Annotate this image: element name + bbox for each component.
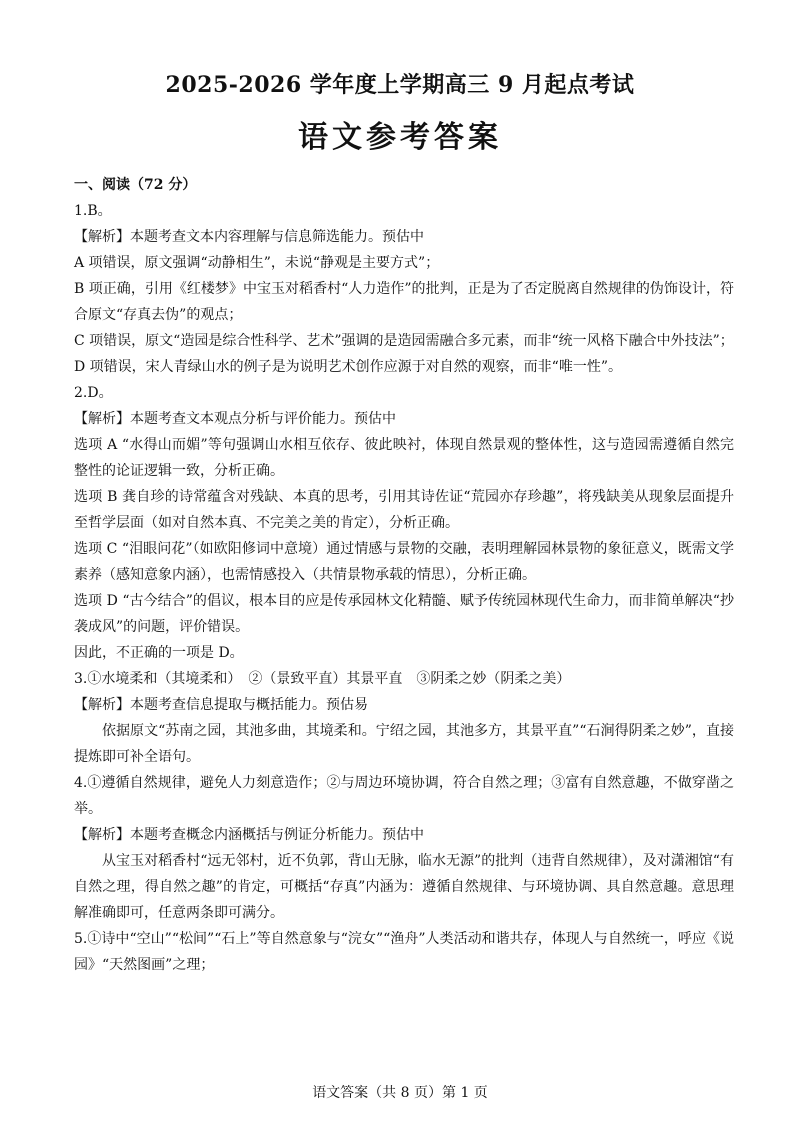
q1-analysis: 【解析】本题考查文本内容理解与信息筛选能力。预估中 [74,229,424,245]
answer-content [74,172,734,978]
page-footer: 语文答案（共 8 页）第 1 页 [312,1085,488,1101]
q3-analysis: 【解析】本题考查信息提取与概括能力。预估易 [74,697,368,713]
q2-conclusion: 因此，不正确的一项是 D。 [74,645,244,661]
q2-option-c: 选项 C “泪眼问花”（如欧阳修词中意境）通过情感与景物的交融，表明理解园林景物的象征意义，既需文学素养（感知意象内涵），也需情感投入（共情景物承载的情思），分析正确。 [74,541,734,583]
q4-explanation: 从宝玉对稻香村“远无邻村，近不负郭，背山无脉，临水无源”的批判（违背自然规律），及对潇湘馆“有自然之理，得自然之趣”的肯定，可概括“存真”内涵为：遵循自然规律、与环境协调、具自然意趣。意思理解准确即可，任意两条即可满分。 [74,853,734,921]
q3-explanation: 依据原文“苏南之园，其池多曲，其境柔和。宁绍之园，其池多方，其景平直”“石涧得阴柔之妙”，直接提炼即可补全语句。 [74,723,734,765]
q2-analysis: 【解析】本题考查文本观点分析与评价能力。预估中 [74,411,396,427]
q1-option-b: B 项正确，引用《红楼梦》中宝玉对稻香村“人力造作”的批判，正是为了否定脱离自然规律的伪饰设计，符合原文“存真去伪”的观点； [74,281,734,323]
q4-analysis: 【解析】本题考查概念内涵概括与例证分析能力。预估中 [74,827,424,843]
q4-answer: 4.①遵循自然规律，避免人力刻意造作；②与周边环境协调，符合自然之理；③富有自然意趣，不做穿凿之举。 [74,775,734,817]
q5-answer: 5.①诗中“空山”“松间”“石上”等自然意象与“浣女”“渔舟”人类活动和谐共存，体现人与自然统一，呼应《说园》“天然图画”之理； [74,931,734,973]
q3-answer: 3.①水境柔和（其境柔和） ②（景致平直）其景平直 ③阴柔之妙（阴柔之美） [74,671,571,687]
q2-option-a: 选项 A “水得山而媚”等句强调山水相互依存、彼此映衬，体现自然景观的整体性，这与造园需遵循自然完整性的论证逻辑一致，分析正确。 [74,437,734,479]
q2-answer: 2.D。 [74,385,113,401]
q1-answer: 1.B。 [74,203,112,219]
q2-option-d: 选项 D “古今结合”的倡议，根本目的应是传承园林文化精髓、赋予传统园林现代生命力，而非简单解决“抄袭成风”的问题，评价错误。 [74,593,734,635]
document-title: 语文参考答案 [298,120,502,155]
q2-option-b: 选项 B 龚自珍的诗常蕴含对残缺、本真的思考，引用其诗佐证“荒园亦存珍趣”，将残缺美从现象层面提升至哲学层面（如对自然本真、不完美之美的肯定），分析正确。 [74,489,734,531]
q1-option-d: D 项错误，宋人青绿山水的例子是为说明艺术创作应源于对自然的观察，而非“唯一性”。 [74,359,622,375]
section-heading: 一、阅读（72 分） [74,177,197,193]
exam-title: 2025-2026 学年度上学期高三 9 月起点考试 [165,72,635,98]
q1-option-c: C 项错误，原文“造园是综合性科学、艺术”强调的是造园需融合多元素，而非“统一风格下融合中外技法”； [74,333,734,349]
q1-option-a: A 项错误，原文强调“动静相生”，未说“静观是主要方式”； [74,255,440,271]
